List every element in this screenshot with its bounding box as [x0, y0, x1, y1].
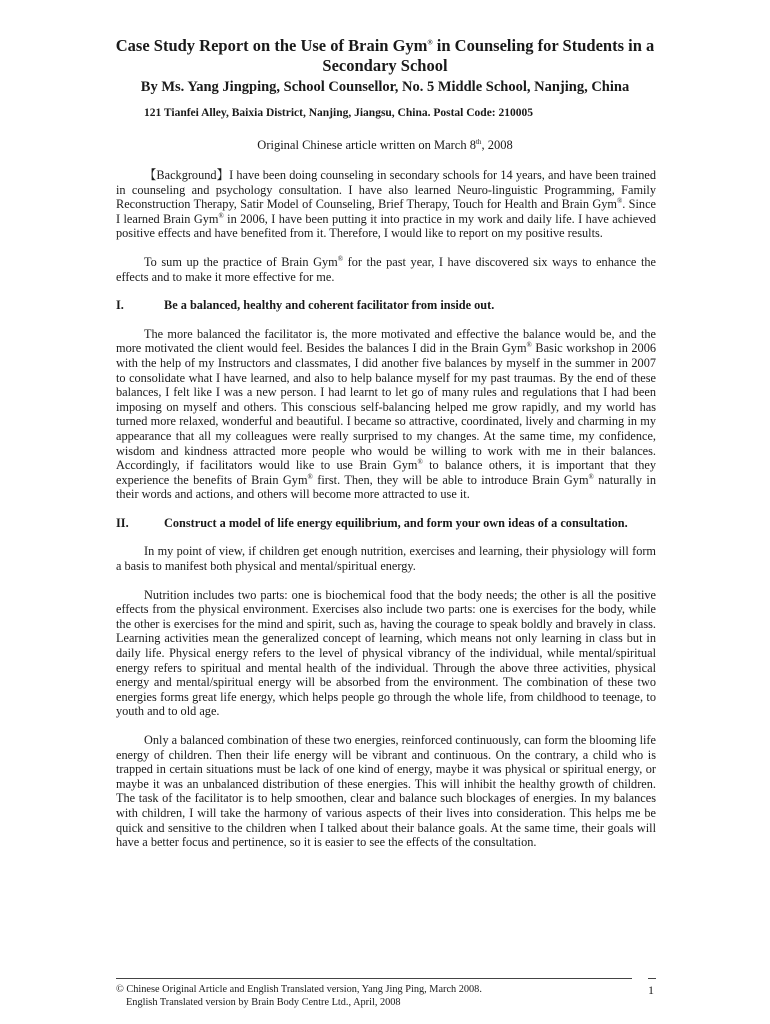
background-text-2: . Since I learned Brain Gym: [116, 197, 656, 226]
section-1-title: Be a balanced, healthy and coherent facilitator from inside out.: [164, 298, 495, 313]
page-number-rule: [648, 978, 656, 979]
section-2-paragraph-1: In my point of view, if children get enough nutrition, exercises and learning, their physiology will form a basis to manifest both physical and mental/spiritual energy.: [116, 544, 656, 574]
document-body: [116, 168, 656, 864]
background-text-3: in 2006, I have been putting it into practice in my work and daily life. I have achieved positive effects and have benefited from it. Therefore, I would like to report on my positive results.: [116, 211, 656, 241]
original-date-sup: th: [475, 137, 482, 146]
original-date-prefix: Original Chinese article written on March 8: [257, 138, 476, 152]
title-part-2: in Counseling for Students in a Secondary School: [322, 36, 655, 75]
background-label: 【Background】: [144, 168, 230, 182]
document-title: [100, 36, 670, 76]
summary-text-1: To sum up the practice of Brain Gym: [144, 254, 338, 269]
registered-mark: ®: [307, 472, 313, 481]
section-2-number: II.: [116, 515, 129, 530]
section-2-title: Construct a model of life energy equilibrium, and form your own ideas of a consultation.: [164, 515, 628, 530]
registered-mark: ®: [616, 197, 623, 206]
original-date-line: [0, 138, 770, 153]
title-registered-mark: ®: [427, 38, 433, 47]
footnote-divider: [116, 978, 632, 979]
registered-mark: ®: [218, 211, 224, 220]
footnote: [116, 983, 482, 1009]
section-1-heading: [116, 298, 656, 313]
footnote-line-1: © Chinese Original Article and English Translated version, Yang Jing Ping, March 2008.: [116, 984, 482, 995]
original-date-suffix: , 2008: [481, 138, 513, 152]
registered-mark: ®: [526, 341, 532, 350]
registered-mark: ®: [417, 458, 423, 466]
summary-text-2: for the past year, I have discovered six ways to enhance the effects and to make it more effective for me.: [116, 254, 656, 284]
registered-mark: ®: [337, 254, 344, 263]
title-block: [100, 36, 670, 96]
section-1-paragraph: [116, 327, 656, 502]
section-1-text-5: naturally in their words and actions, and others will become more attracted to use it.: [116, 472, 656, 502]
title-part-1: Case Study Report on the Use of Brain Gym: [115, 36, 428, 55]
background-text-1: I have been doing counseling in secondary schools for 14 years, and have been trained in counseling and psychology consultation. I have also learned Neuro-linguistic Programming, Family Reconstruction Therapy, Satir Model of Counseling, Brief Therapy, Touch for Health and Brain Gym: [116, 168, 656, 212]
registered-mark: ®: [588, 472, 594, 481]
section-2-paragraph-2: Nutrition includes two parts: one is biochemical food that the body needs; the other is all the positive effects from the physical environment. Exercises also include two parts: one is exercises for the body, while the other is exercises for the mind and spirit, such as, having the courage to speak boldly and bravely in class. Learning activities mean the generalized concept of learning, which means not only learning in class but in daily life. Physical energy refers to the level of physical vibrancy of the individual, while mental/spiritual energy refers to spiritual and mental health of the individual. Through the above three activities, physical energy and mental/spiritual energy will be absorbed from the environment. The combination of these two energies forms great life energy, which helps people go through the whole life, from childhood to teenage, to youth and to old age.: [116, 587, 656, 719]
footnote-line-2: English Translated version by Brain Body Centre Ltd., April, 2008: [126, 997, 401, 1008]
section-2-paragraph-3: Only a balanced combination of these two energies, reinforced continuously, can form the blooming life energy of children. Then their life energy will be vibrant and continuous. On the contrary, a child who is trapped in certain situations must be lack of one kind of energy, maybe it was physical or spiritual energy, or maybe it was an unbalanced distribution of these energies. This will inhibit the healthy growth of children. The task of the facilitator is to help smoothen, clear and balance such blockages of energies. In my balances with children, I will take the harmony of various aspects of their lives into consideration. This helps me be quick and sensitive to the children when I talked about their balance goals. At the same time, their goals will have a better focus and pertinence, so it is easier to see the effects of the consultation.: [116, 733, 656, 850]
background-paragraph: [116, 168, 656, 241]
section-1-text-4: first. Then, they will be able to introduce Brain Gym: [312, 472, 589, 487]
author-byline: By Ms. Yang Jingping, School Counsellor, No. 5 Middle School, Nanjing, China: [140, 79, 630, 95]
author-address: 121 Tianfei Alley, Baixia District, Nanjing, Jiangsu, China. Postal Code: 210005: [144, 107, 534, 119]
section-1-text-1: The more balanced the facilitator is, the more motivated and effective the balance would be, and the more motivated the client would feel. Besides the balances I did in the Brain Gym: [116, 326, 656, 356]
page-number: 1: [648, 983, 654, 997]
section-2-heading: [116, 516, 656, 531]
section-1-text-2: Basic workshop in 2006 with the help of my Instructors and classmates, I did another five balances by myself in the summer in 2007 to consolidate what I have learned, and also to help balance myself for my past traumas. By the end of these balances, I felt like I was a new person. I had learnt to let go of many rules and regulations that I had been imposing on myself and others. This conscious self-balancing helped me grow rapidly, and my world has turned more relaxed, wonderful and beautiful. I became so attractive, coordinated, lively and charming in my appearance that all my colleagues were really surprised to my changes. At the same time, my confidence, wisdom and kindness attracted more people who would be willing to work with me in their balances. Accordingly, if facilitators would like to use Brain Gym: [116, 341, 657, 473]
section-1-text-3: to balance others, it is important that they experience the benefits of Brain Gym: [116, 458, 656, 487]
section-1-number: I.: [116, 298, 124, 313]
summary-paragraph: [116, 255, 656, 284]
